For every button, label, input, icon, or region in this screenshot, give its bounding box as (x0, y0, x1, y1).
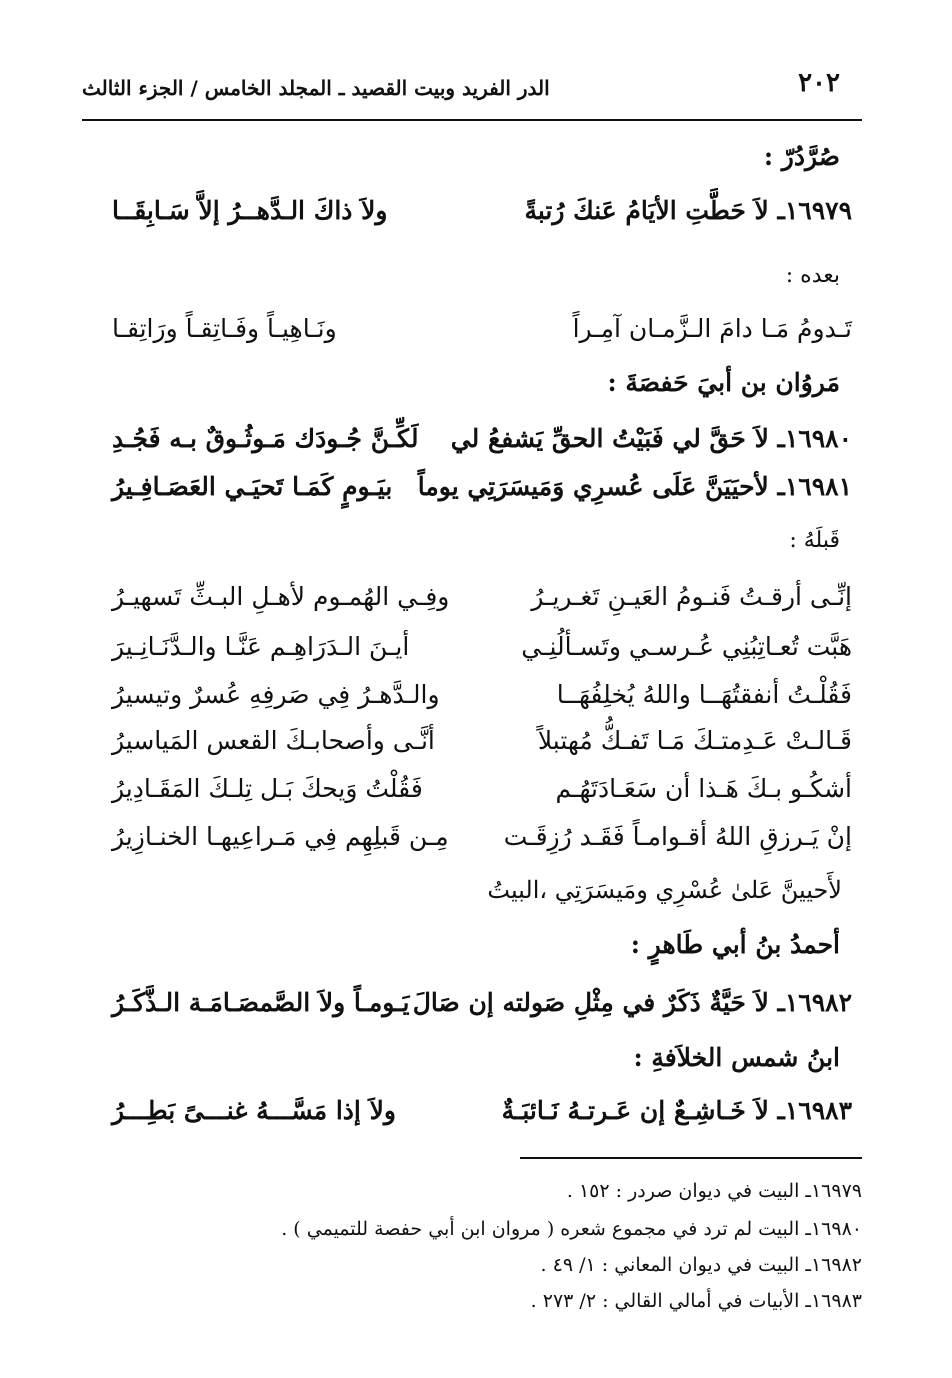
verse-before-4-second: أنَّـى وأصحابـكَ القعس المَياسيرُ (112, 726, 435, 755)
verse-after-first: تَـدومُ مَـا دامَ الـزَّمـان آمِـراً (572, 314, 852, 343)
verse-before-5-second: فَقُلْتُ وَيحكَ بَـل تِلـكَ المَقَـادِيرُ (112, 774, 423, 803)
poet-heading-sarradurr: صُرَّدُرّ : (763, 142, 840, 171)
poet-heading-ibn-shams: ابنُ شمس الخلاَفةِ : (633, 1043, 840, 1072)
verse-16982-first-hemistich: ١٦٩٨٢ـ لاَ حَيَّةٌ ذَكَرٌ في مِثْلِ صَولته إن صَالَ (412, 988, 852, 1017)
page-number: ٢٠٢ (798, 68, 840, 98)
footnote-rule (520, 1157, 862, 1159)
verse-after-second: ونَـاهِيـاً وفَـاتِقـاً ورَاتِقـا (112, 314, 337, 343)
poet-heading-ahmad: أحمدُ بنُ أبي طَاهرٍ : (630, 930, 840, 959)
verse-before-1-second: وفِـي الهُمـوم لأهـلِ البـثِّ تَسهيـرُ (112, 582, 450, 611)
verse-before-3-first: فَقُلْـتُ أنفقتُهَــا واللهُ يُخلِفُهَــا (556, 680, 852, 709)
verse-16981-second-hemistich: بيَـومٍ كَمَـا تَحيَـي العَصَـافِـيرُ (112, 472, 393, 501)
verse-16979-second-hemistich: ولاَ ذاكَ الـدَّهــرُ إلاَّ سَـابِقَــا (112, 196, 388, 225)
verse-before-2-first: هَبَّت تُعـاتِبُنِي عُـرسـي وتَسـألُنِـي (521, 632, 852, 661)
note-after: بعده : (785, 263, 840, 288)
verse-16982-second-hemistich: يَـومـاً ولاَ الصَّمصَـامَـة الـذَّكَـرُ (112, 988, 410, 1017)
verse-before-4-first: قَـالـتْ عَـدِمتـكَ مَـا تَفـكُّ مُهتبلاً (537, 726, 852, 755)
verse-repeat-line: لأَحيينَّ عَلىٰ عُسْرِي ومَيسَرَتِي ،البيتُ (487, 876, 842, 904)
footnote-16980: ١٦٩٨٠ـ البيت لم ترد في مجموع شعره ( مروان ابن أبي حفصة للتميمي ) . (281, 1218, 862, 1240)
verse-16981-first-hemistich: ١٦٩٨١ـ لأحيَيَنَّ عَلَى عُسرِي وَمَيسَرَتِي يوماً (417, 472, 852, 501)
verse-16980-second-hemistich: لَكِّـنَّ جُـودَك مَـوثُـوقٌ بـه فَجُـدِ (112, 424, 419, 453)
verse-16983-second-hemistich: ولاَ إذا مَسَّـــهُ غنـــىً بَطِـــرُ (112, 1096, 396, 1125)
verse-16980-first-hemistich: ١٦٩٨٠ـ لاَ حَقَّ لي فَبَيْتُ الحقِّ يَشفعُ لي (450, 424, 852, 453)
verse-16979-first-hemistich: ١٦٩٧٩ـ لاَ حَطَّتِ الأيَامُ عَنكَ رُتبةً (524, 196, 852, 225)
running-title: الدر الفريد وبيت القصيد ـ المجلد الخامس / الجزء الثالث (82, 76, 550, 100)
verse-before-1-first: إنِّـى أرقـتُ فَنـومُ العَيـنِ تَغـريـرُ (531, 582, 852, 611)
note-before: قَبلَهُ : (789, 528, 840, 553)
poet-heading-marwan: مَروُان بن أبيَ حَفصَةَ : (607, 368, 840, 397)
verse-before-6-first: إنْ يَـرزقِ اللهُ أقـوامـاً فَقَـد رُزِقَـت (503, 822, 852, 851)
verse-before-3-second: والـدَّهـرُ فِي صَرفِهِ عُسرٌ وتيسيرُ (112, 680, 440, 709)
footnote-16982: ١٦٩٨٢ـ البيت في ديوان المعاني : ١/ ٤٩ . (540, 1254, 862, 1276)
verse-16983-first-hemistich: ١٦٩٨٣ـ لاَ خَـاشِـعٌ إن عَـرتـهُ نَـائبَـةٌ (501, 1096, 852, 1125)
verse-before-6-second: مِـن قَبلِهِم فِي مَـراعِيهـا الخنـازِيرُ (112, 822, 449, 851)
footnote-16979: ١٦٩٧٩ـ البيت في ديوان صردر : ١٥٢ . (566, 1180, 862, 1202)
verse-before-2-second: أيـنَ الـدَرَاهِـم عَنَّـا والـدَّنَـانِـيرَ (112, 632, 410, 661)
verse-before-5-first: أشكُـو بـكَ هَـذا أن سَعَـادَتَهُـم (555, 774, 852, 803)
footnote-16983: ١٦٩٨٣ـ الأبيات في أمالي القالي : ٢/ ٢٧٣ . (530, 1290, 862, 1312)
header-rule (82, 119, 862, 121)
